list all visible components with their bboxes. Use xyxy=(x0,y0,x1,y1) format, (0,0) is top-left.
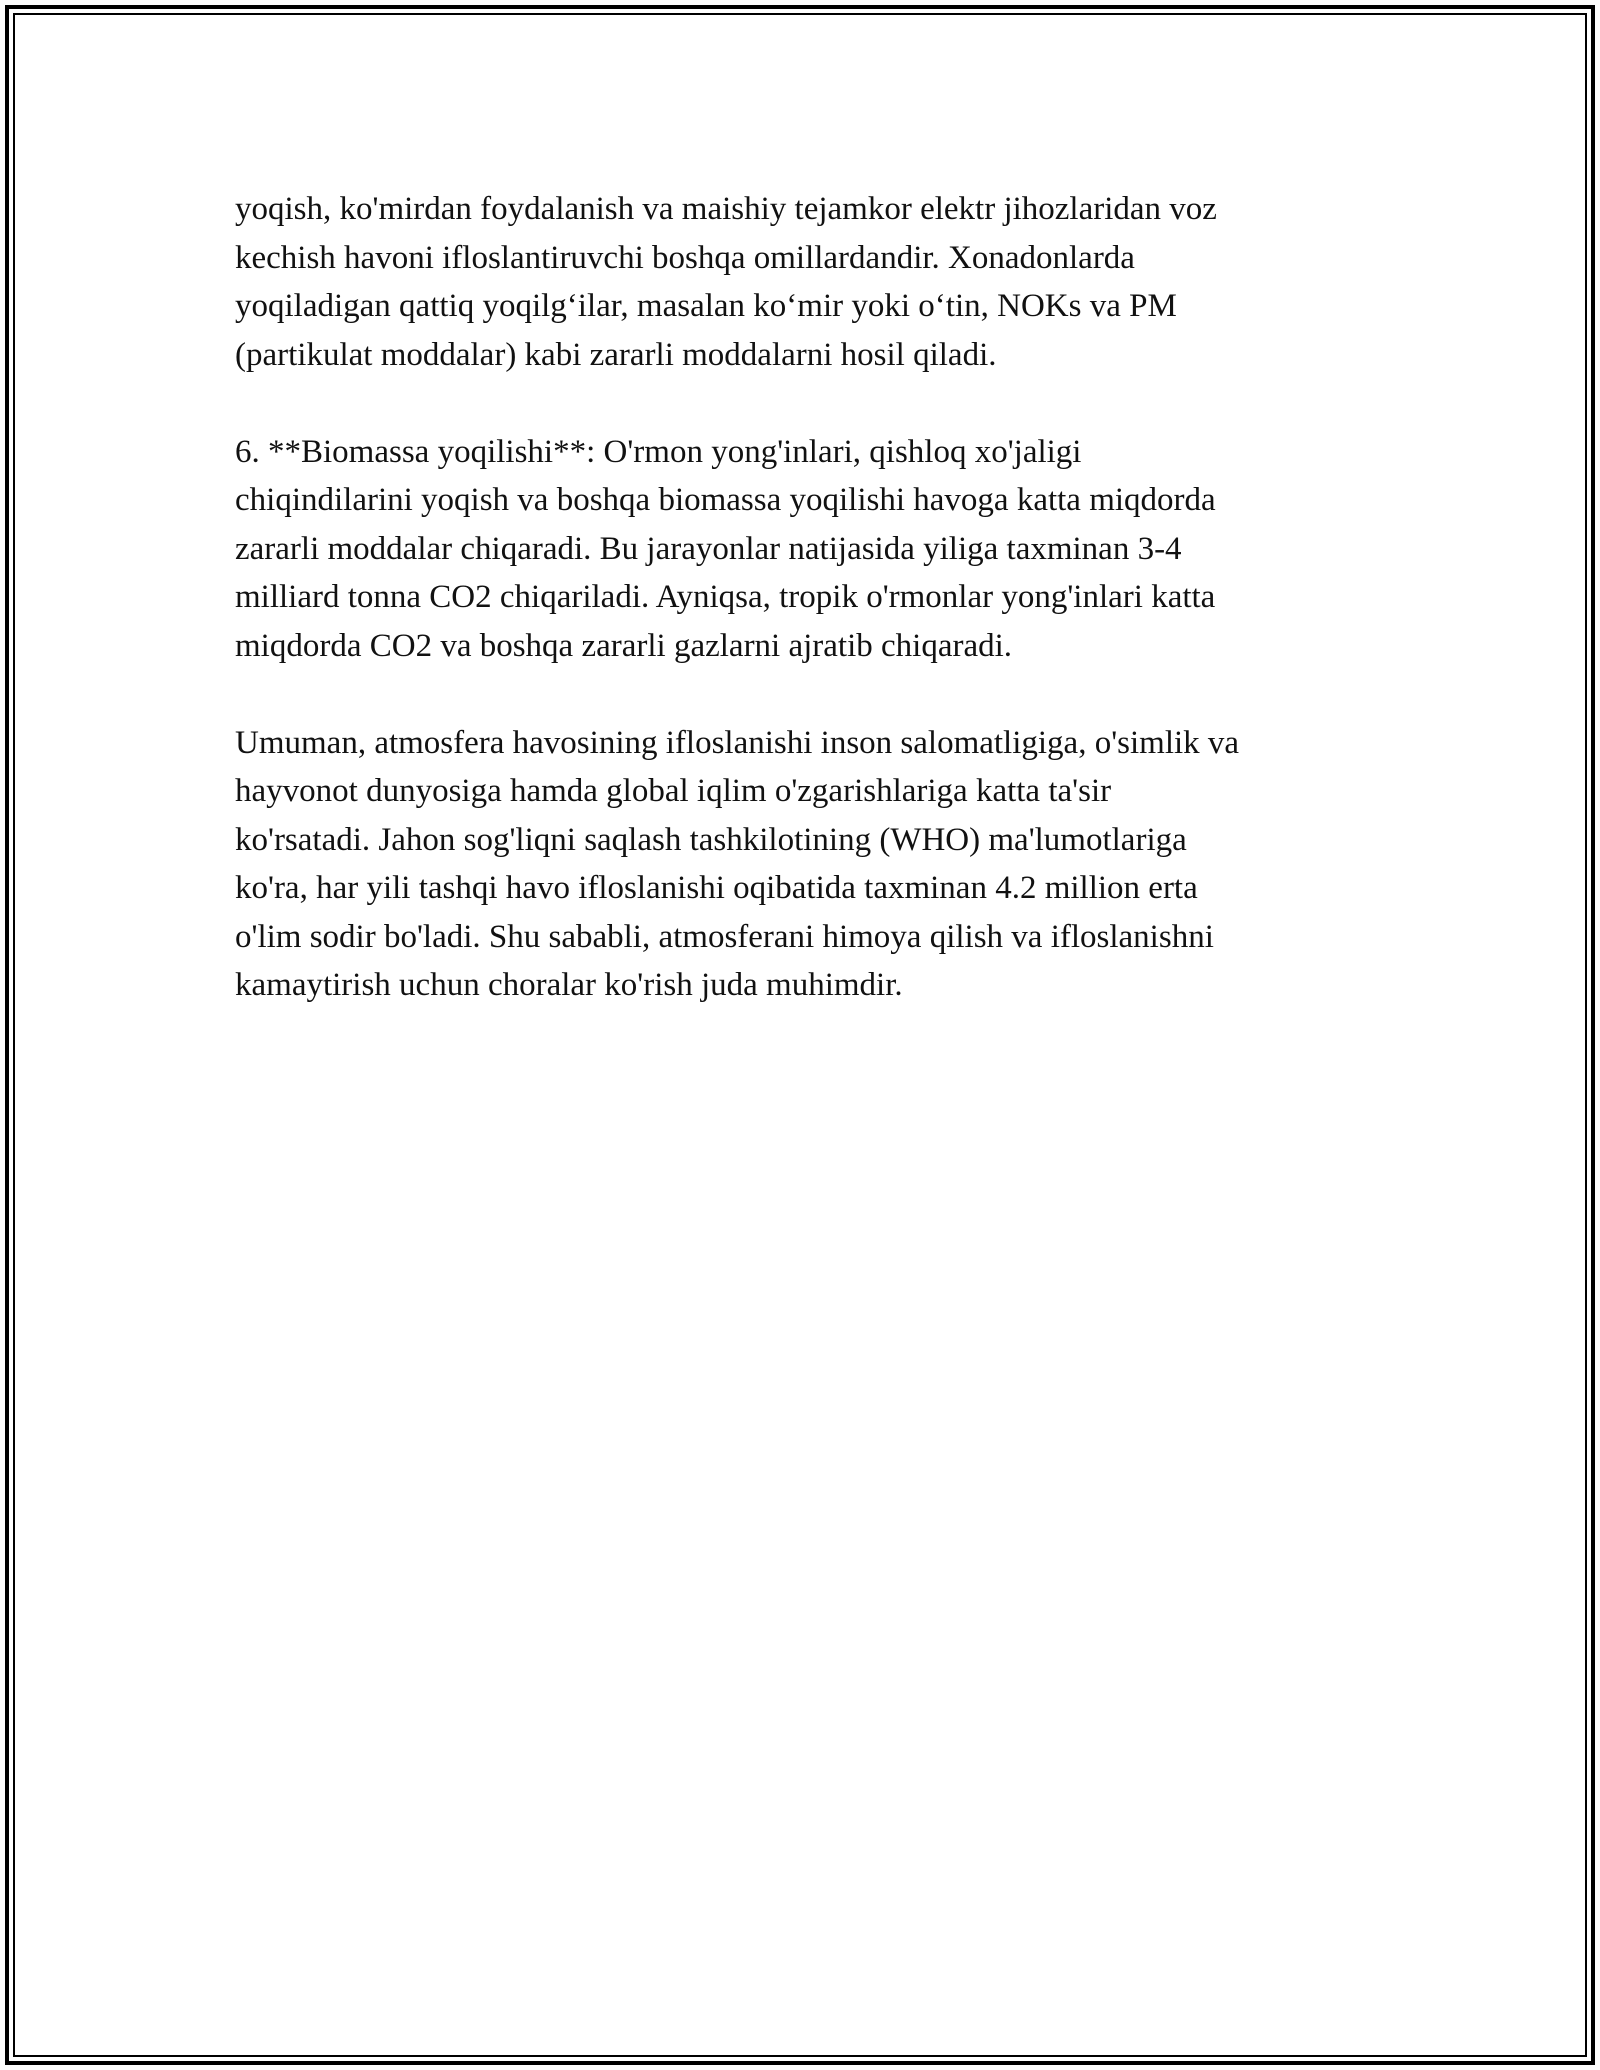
paragraph-household-fuels: yoqish, ko'mirdan foydalanish va maishiy tejamkor elektr jihozlaridan voz kechish havoni ifloslantiruvchi boshqa omillardandir. Xonadonlarda yoqiladigan qattiq yoqilg‘ilar, masalan ko‘mir yoki o‘tin, NOKs va PM (partikulat moddalar) kabi zararli moddalarni hosil qiladi. xyxy=(235,191,1217,373)
paragraph-conclusion: Umuman, atmosfera havosining ifloslanishi inson salomatligiga, o'simlik va hayvonot dunyosiga hamda global iqlim o'zgarishlariga katta ta'sir ko'rsatadi. Jahon sog'liqni saqlash tashkilotining (WHO) ma'lumotlariga ko'ra, har yili tashqi havo ifloslanishi oqibatida taxminan 4.2 million erta o'lim sodir bo'ladi. Shu sababli, atmosferani himoya qilish va ifloslanishni kamaytirish uchun choralar ko'rish juda muhimdir. xyxy=(235,724,1240,1003)
paragraph-biomass-burning: 6. **Biomassa yoqilishi**: O'rmon yong'inlari, qishloq xo'jaligi chiqindilarini yoqish va boshqa biomassa yoqilishi havoga katta miqdorda zararli moddalar chiqaradi. Bu jarayonlar natijasida yiliga taxminan 3-4 milliard tonna CO2 chiqariladi. Ayniqsa, tropik o'rmonlar yong'inlari katta miqdorda CO2 va boshqa zararli gazlarni ajratib chiqaradi. xyxy=(235,433,1216,664)
document-body xyxy=(235,185,1370,1058)
